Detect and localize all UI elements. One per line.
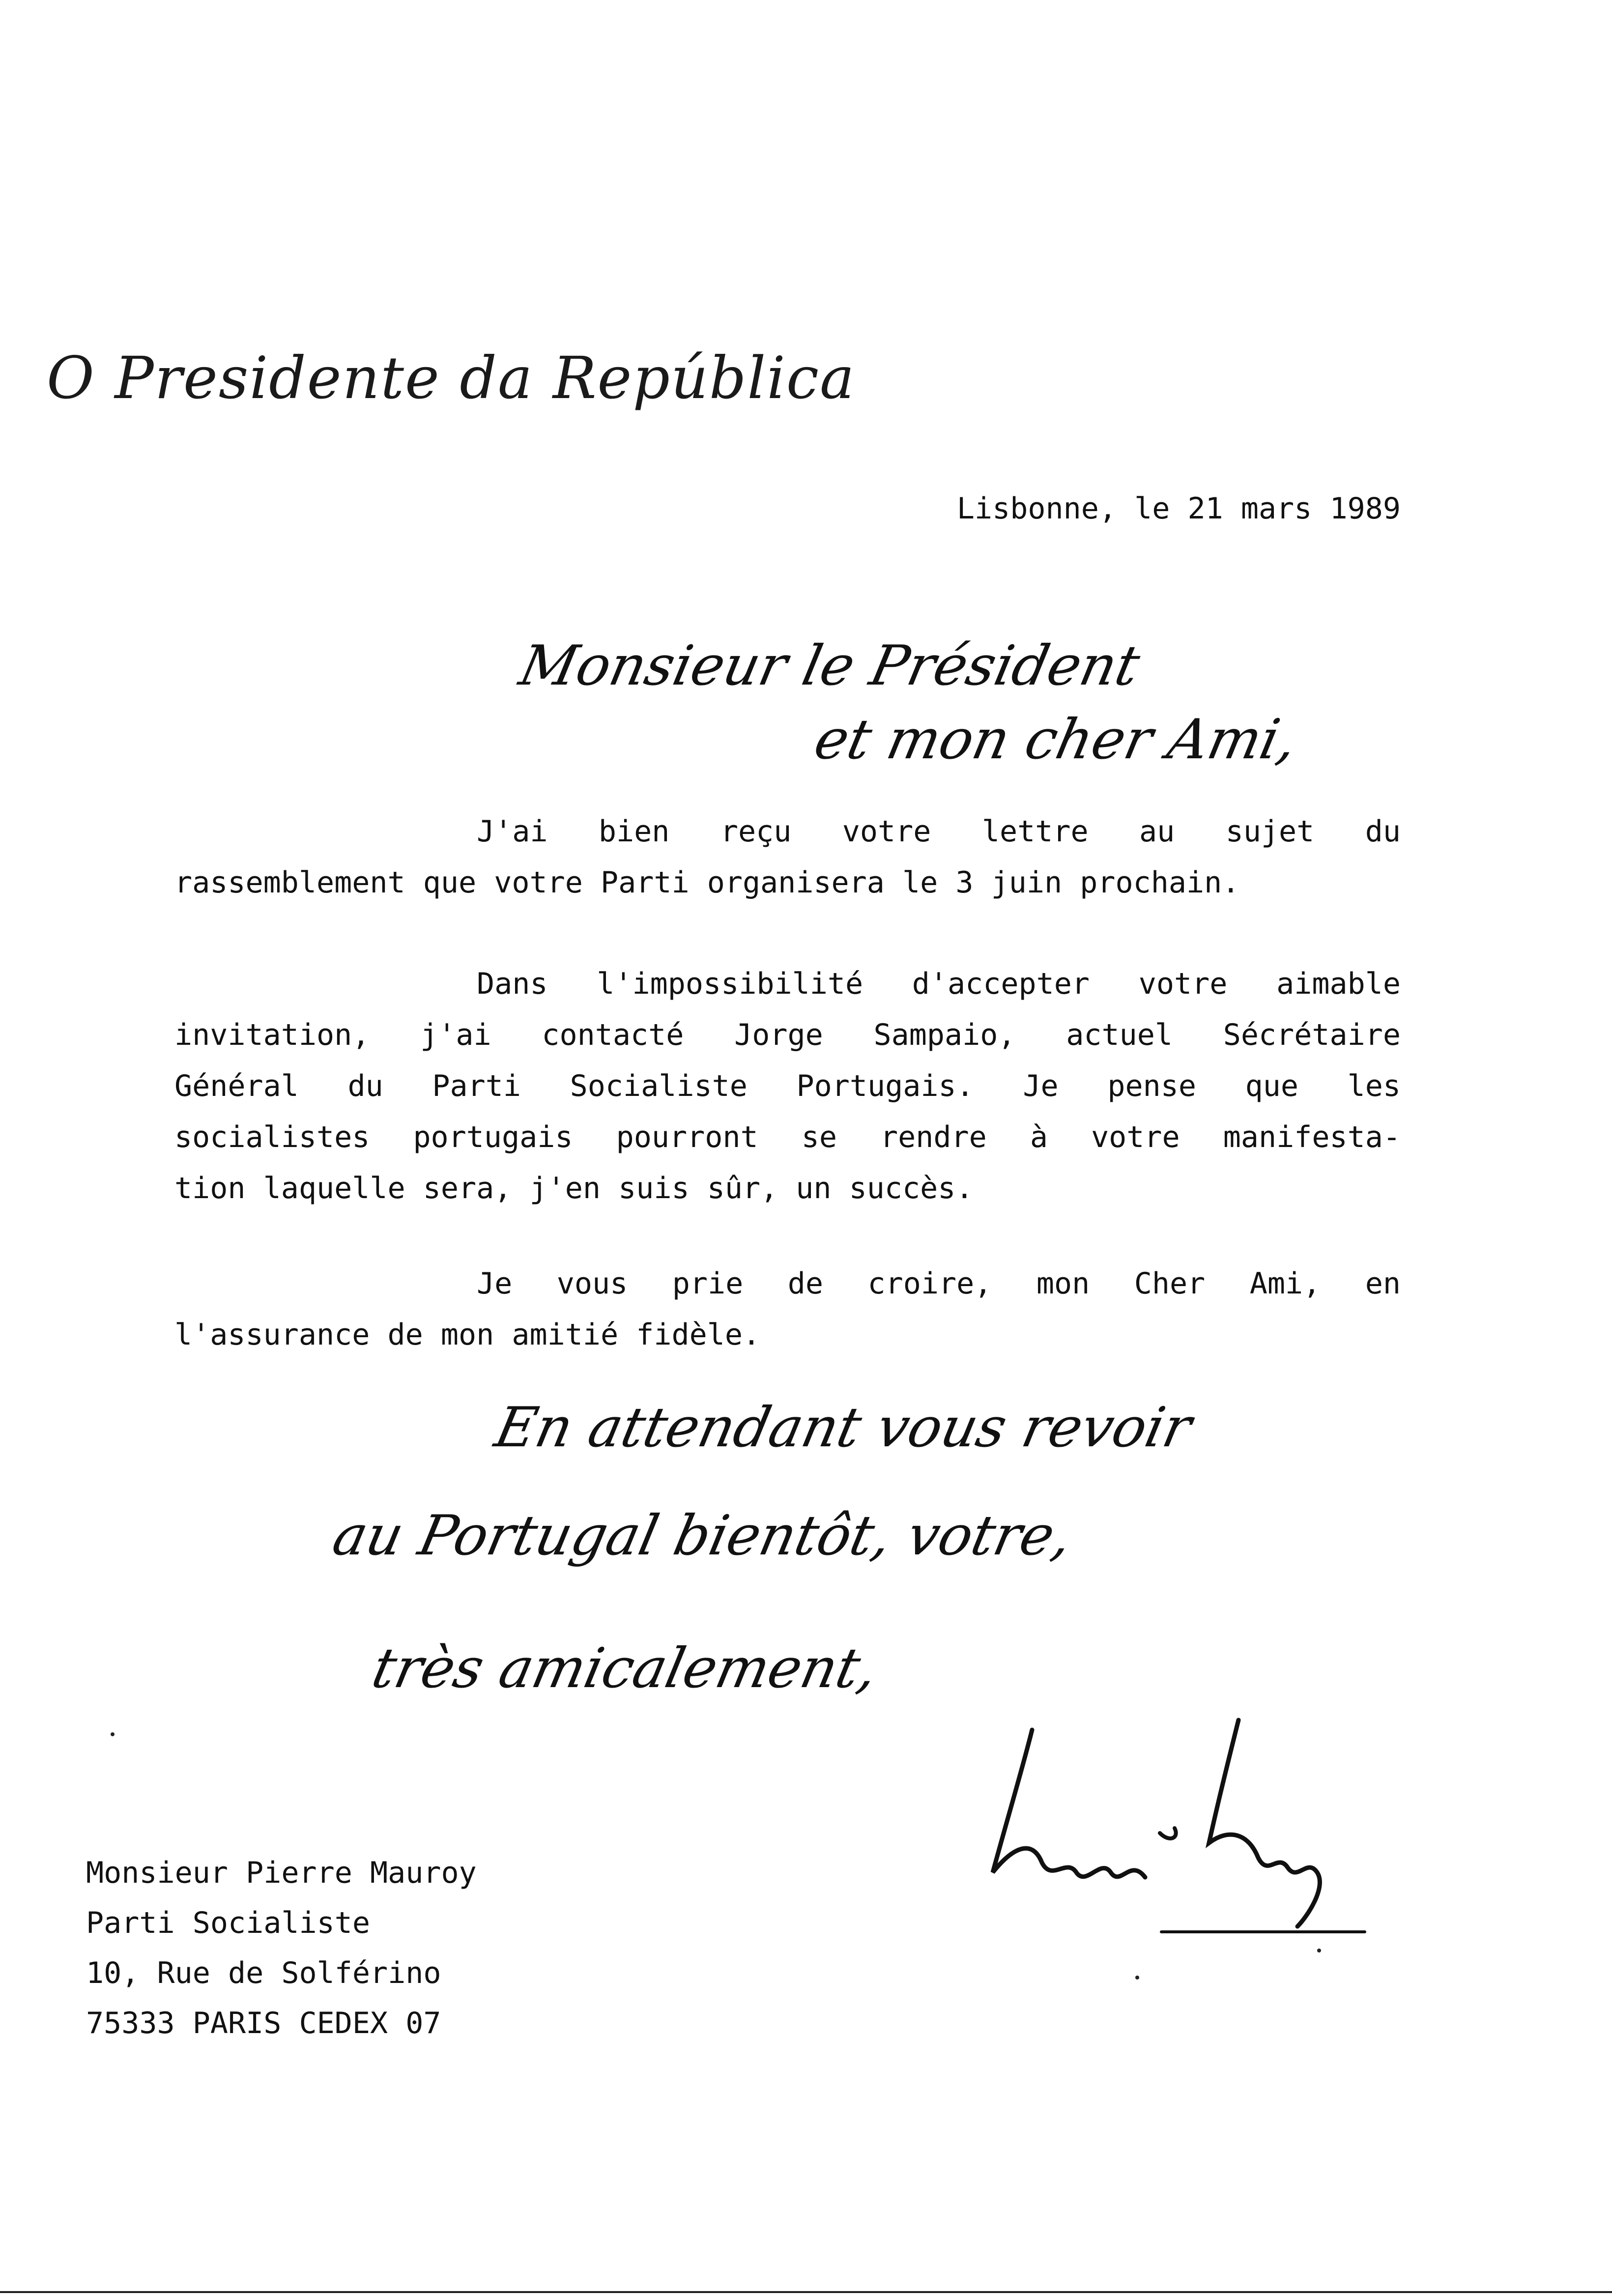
scan-speck — [1317, 1949, 1321, 1952]
letterhead: O Presidente da República — [47, 344, 856, 412]
closing-line-3: très amicalement, — [367, 1636, 884, 1700]
paragraph-3 — [174, 1258, 1401, 1360]
paragraph-line: rassemblement que votre Parti organisera le 3 juin prochain. — [174, 865, 1240, 900]
paragraph-line: invitation, j'ai contacté Jorge Sampaio, actuel Sécrétaire — [174, 1018, 1401, 1052]
signature-image — [963, 1710, 1356, 1931]
scan-speck — [1135, 1976, 1139, 1980]
salutation-line-2: et mon cher Ami, — [809, 708, 1303, 772]
address-line: 10, Rue de Solférino — [86, 1956, 441, 1990]
address-line: Monsieur Pierre Mauroy — [86, 1856, 477, 1890]
paragraph-line: Je vous prie de croire, mon Cher Ami, en — [477, 1266, 1401, 1301]
recipient-address — [86, 1848, 477, 2048]
address-line: 75333 PARIS CEDEX 07 — [86, 2006, 441, 2040]
closing-line-1: En attendant vous revoir — [489, 1396, 1197, 1460]
closing-line-2: au Portugal bientôt, votre, — [327, 1504, 1078, 1568]
paragraph-line: socialistes portugais pourront se rendre à votre manifesta- — [174, 1120, 1401, 1154]
paragraph-line: tion laquelle sera, j'en suis sûr, un succès. — [174, 1171, 974, 1205]
salutation-line-1: Monsieur le Président — [514, 634, 1146, 698]
paragraph-line: Dans l'impossibilité d'accepter votre aimable — [477, 967, 1401, 1001]
paragraph-line: Général du Parti Socialiste Portugais. Je pense que les — [174, 1069, 1401, 1103]
paragraph-1 — [174, 806, 1401, 908]
address-line: Parti Socialiste — [86, 1906, 370, 1940]
paragraph-line: l'assurance de mon amitié fidèle. — [174, 1318, 761, 1352]
signature-underline — [1160, 1930, 1366, 1933]
scan-speck — [111, 1732, 115, 1736]
paragraph-line: J'ai bien reçu votre lettre au sujet du — [477, 814, 1401, 849]
scan-edge-line — [0, 2291, 1612, 2293]
letter-date: Lisbonne, le 21 mars 1989 — [956, 491, 1401, 526]
paragraph-2 — [174, 958, 1401, 1214]
